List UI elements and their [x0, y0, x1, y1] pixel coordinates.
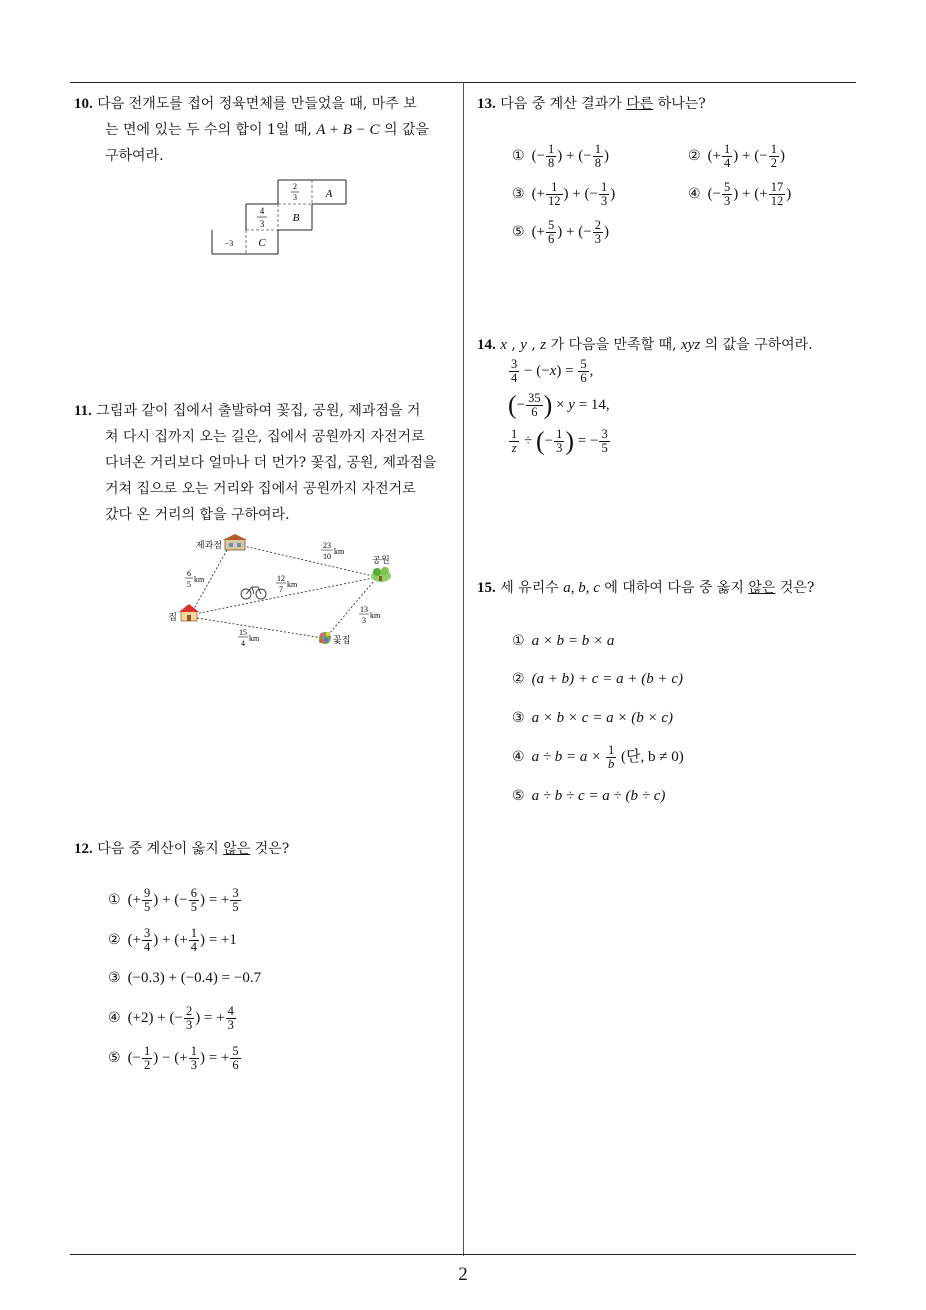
- q15-option-5[interactable]: ⑤ a ÷ b ÷ c = a ÷ (b ÷ c): [512, 788, 666, 804]
- svg-text:km: km: [370, 611, 381, 620]
- q14-equation-1: $\frac{3}{4}$ − (−x) = $\frac{5}{6}$ ,: [511, 357, 594, 386]
- net-top-num: 2: [293, 182, 297, 191]
- net-top-den: 3: [293, 193, 297, 202]
- net-mid-num: 4: [259, 206, 265, 216]
- net-label-a: A: [325, 188, 333, 200]
- flower-shop-icon: [319, 632, 331, 644]
- q12-option-1[interactable]: ① (+ $\frac{9}{5}$ ) + (− $\frac{6}{5}$ ) = + $\frac{3}{5}$: [108, 886, 239, 915]
- q11-line4: 거쳐 집으로 오는 거리와 집에서 공원까지 자전거로: [105, 481, 416, 497]
- q15-option-2[interactable]: ② (a + b) + c = a + (b + c): [512, 671, 683, 687]
- route-map-diagram: [165, 532, 405, 656]
- q12-option-3[interactable]: ③ (−0.3) + (−0.4) = −0.7: [108, 970, 262, 986]
- svg-text:km: km: [334, 547, 345, 556]
- q13-option-2[interactable]: ② (+ $\frac{1}{4}$ ) + (− $\frac{1}{2}$ ): [688, 142, 785, 171]
- home-icon: [179, 604, 199, 621]
- q11-line2: 쳐 다시 집까지 오는 길은, 집에서 공원까지 자전거로: [105, 429, 425, 445]
- svg-text:23: 23: [323, 541, 331, 550]
- svg-text:6: 6: [187, 569, 191, 578]
- q11-line1: 11. 그림과 같이 집에서 출발하여 꽃집, 공원, 제과점을 거: [74, 403, 421, 419]
- net-mid-den: 3: [259, 219, 265, 229]
- q12-option-2[interactable]: ② (+ $\frac{3}{4}$ ) + (+ $\frac{1}{4}$ ) = +1: [108, 926, 237, 955]
- bakery-icon: [223, 534, 247, 550]
- q15-option-3[interactable]: ③ a × b × c = a × (b × c): [512, 710, 673, 726]
- net-bot-val: −3: [224, 239, 234, 248]
- q10-line2: 는 면에 있는 두 수의 합이 1일 때, A + B − C 의 값을: [105, 122, 430, 138]
- svg-text:7: 7: [279, 585, 283, 594]
- bicycle-icon: [241, 587, 266, 599]
- svg-text:12: 12: [277, 574, 285, 583]
- q15-option-4[interactable]: ④ a ÷ b = a × $\frac{1}{b}$ (단, b ≠ 0): [512, 743, 684, 772]
- park-label: 공원: [372, 555, 390, 565]
- q12-option-5[interactable]: ⑤ (− $\frac{1}{2}$ ) − (+ $\frac{1}{3}$ ) = + $\frac{5}{6}$: [108, 1044, 239, 1073]
- column-divider: [463, 82, 464, 1256]
- question-14: 14. x , y , z 가 다음을 만족할 때, xyz 의 값을 구하여라.: [477, 337, 813, 353]
- page-number: 2: [458, 1264, 468, 1285]
- flower-shop-label: 꽃집: [333, 635, 351, 645]
- cube-net-diagram: [200, 176, 360, 260]
- q10-line1: 10. 다음 전개도를 접어 정육면체를 만들었을 때, 마주 보: [74, 96, 417, 112]
- question-11: [74, 398, 458, 528]
- question-13: 13. 다음 중 계산 결과가 다른 하나는?: [477, 96, 706, 112]
- q13-option-5[interactable]: ⑤ (+ $\frac{5}{6}$ ) + (− $\frac{2}{3}$ ): [512, 218, 609, 247]
- svg-text:km: km: [194, 575, 205, 584]
- svg-text:km: km: [287, 580, 298, 589]
- svg-text:4: 4: [241, 639, 245, 648]
- q14-equation-3: $\frac{1}{z}$ ÷ (− $\frac{1}{3}$ ) = − $\frac{3}{5}$: [511, 426, 608, 456]
- bakery-label: 제과점: [195, 540, 222, 550]
- svg-text:5: 5: [187, 580, 191, 589]
- q15-option-1[interactable]: ① a × b = b × a: [512, 633, 615, 649]
- svg-text:10: 10: [323, 552, 331, 561]
- q10-line3: 구하여라.: [105, 148, 164, 164]
- question-12: 12. 다음 중 계산이 옳지 않은 것은?: [74, 841, 290, 857]
- q11-line5: 갔다 온 거리의 합을 구하여라.: [105, 507, 290, 523]
- park-icon: [371, 567, 391, 582]
- svg-text:15: 15: [239, 628, 247, 637]
- svg-text:3: 3: [362, 616, 366, 625]
- q13-option-4[interactable]: ④ (− $\frac{5}{3}$ ) + (+ $\frac{17}{12}$ ): [688, 180, 792, 209]
- q13-option-3[interactable]: ③ (+ $\frac{1}{12}$ ) + (− $\frac{1}{3}$ ): [512, 180, 616, 209]
- q14-equation-2: (− $\frac{35}{6}$ ) × y = 14,: [508, 390, 610, 420]
- net-label-c: C: [258, 237, 266, 249]
- bottom-rule: [70, 1254, 856, 1255]
- svg-text:13: 13: [360, 605, 368, 614]
- question-15: 15. 세 유리수 a, b, c 에 대하여 다음 중 옳지 않은 것은?: [477, 580, 815, 596]
- q11-line3: 다녀온 거리보다 얼마나 더 먼가? 꽃집, 공원, 제과점을: [105, 455, 437, 471]
- q12-option-4[interactable]: ④ (+2) + (− $\frac{2}{3}$ ) = + $\frac{4}{3}$: [108, 1004, 234, 1033]
- svg-text:km: km: [249, 634, 260, 643]
- home-label: 집: [168, 612, 177, 622]
- q13-option-1[interactable]: ① (− $\frac{1}{8}$ ) + (− $\frac{1}{8}$ ): [512, 142, 609, 171]
- question-10: [74, 91, 458, 169]
- net-label-b: B: [292, 212, 300, 224]
